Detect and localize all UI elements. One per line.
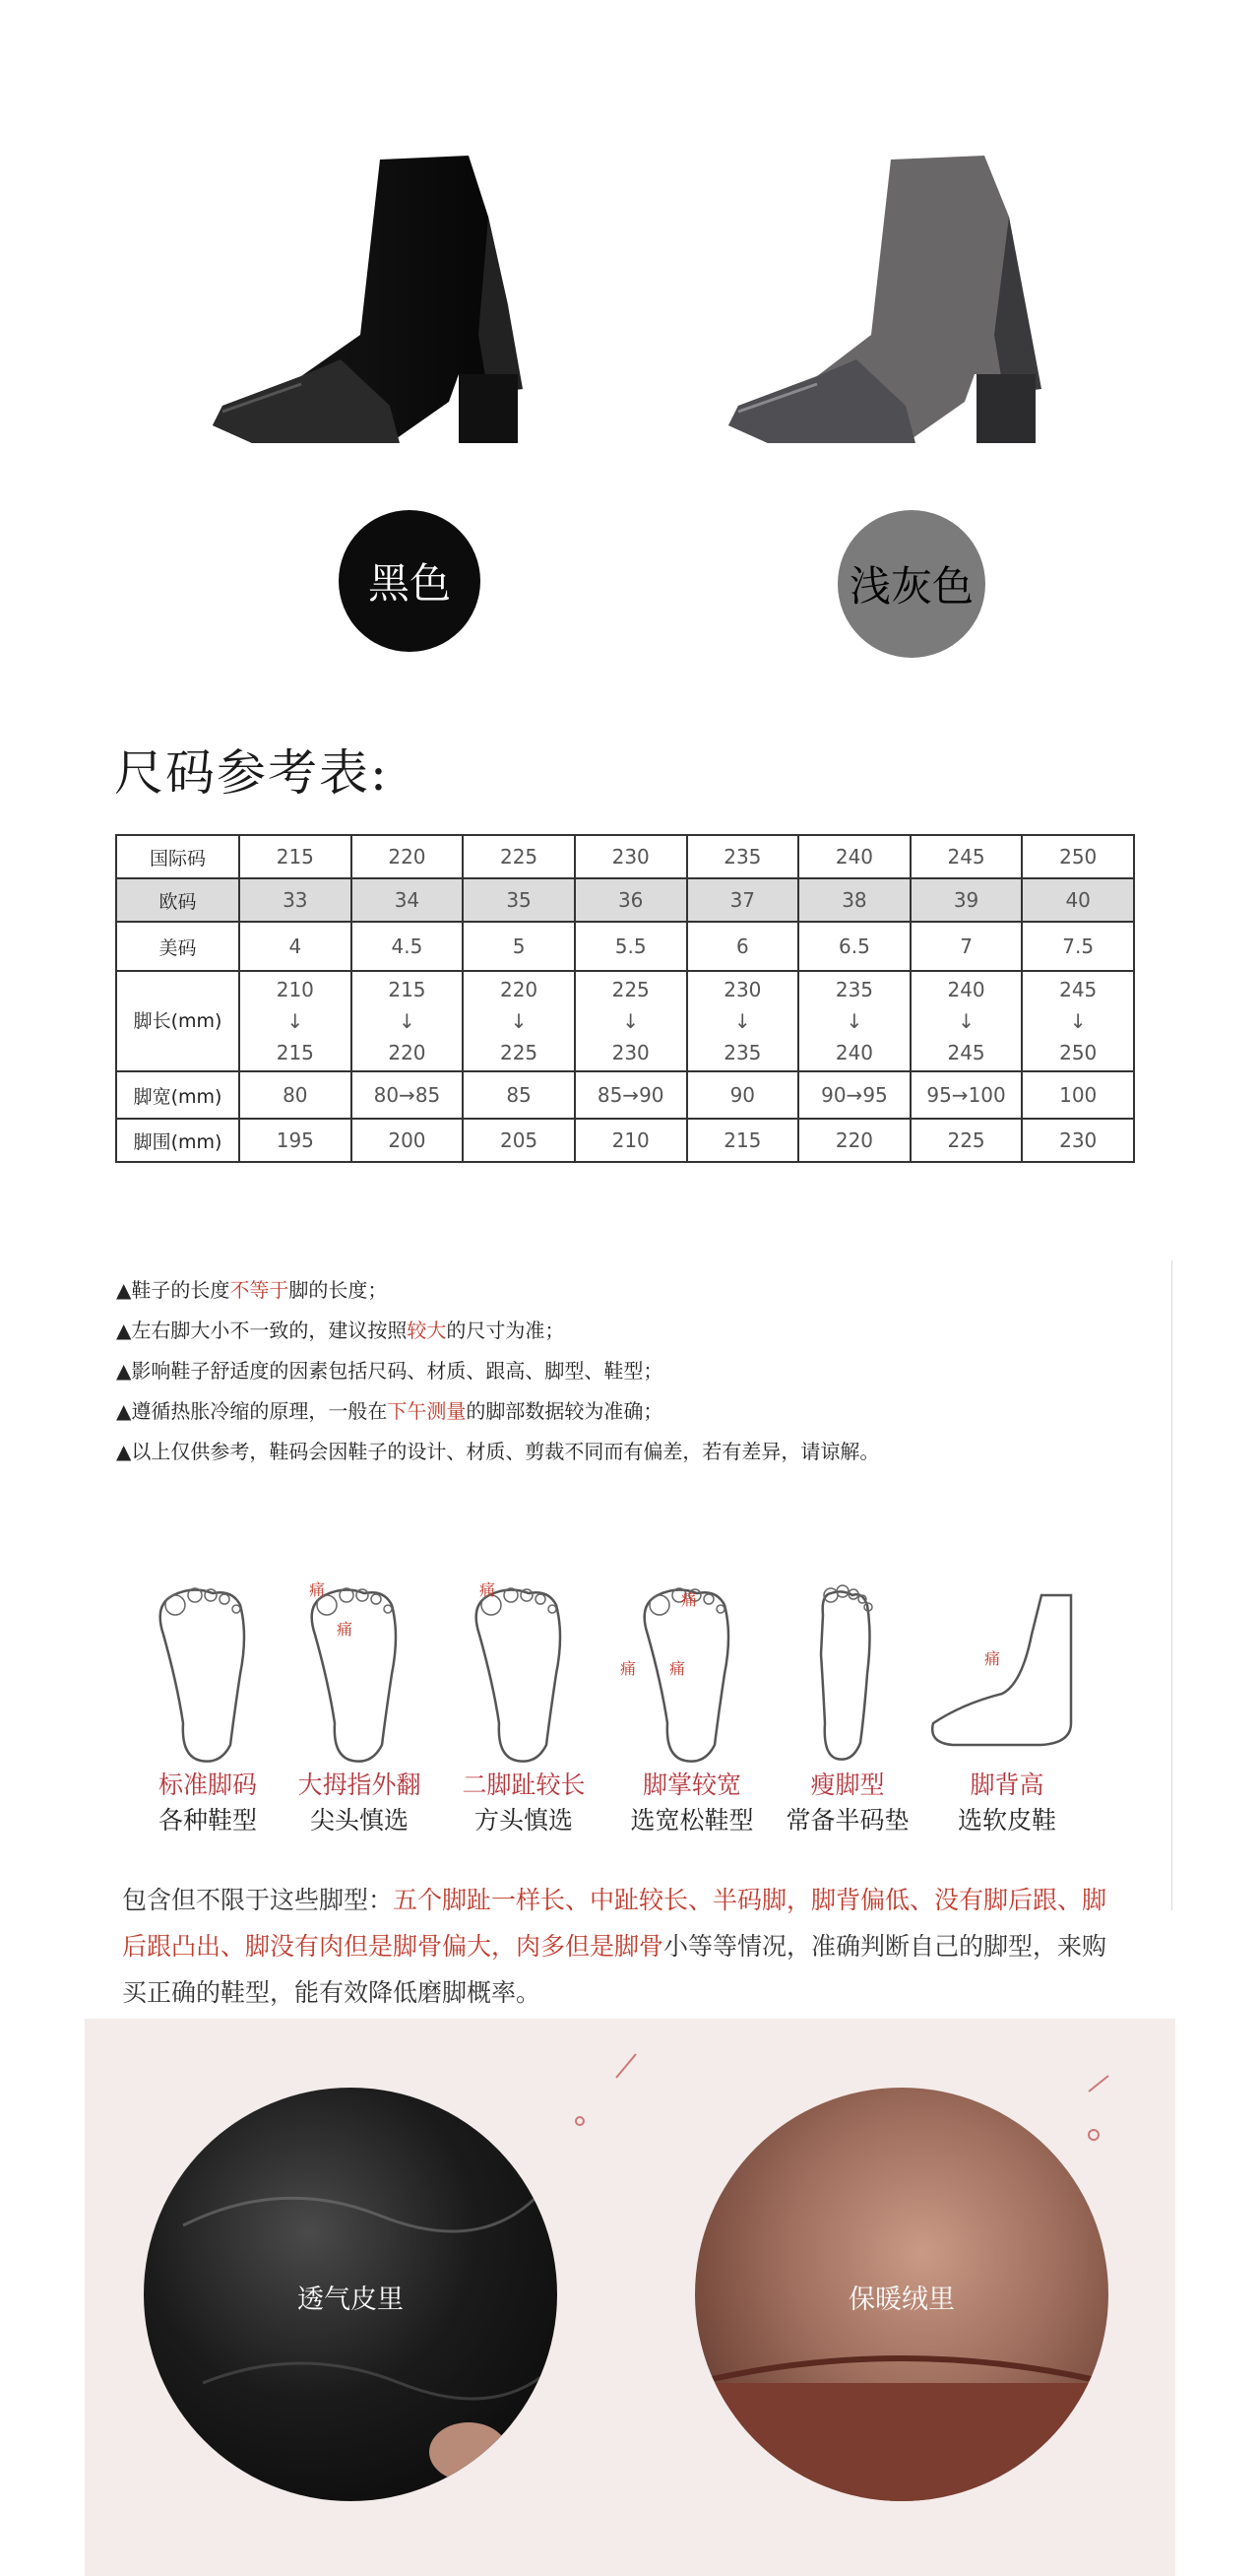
size-cell: 36: [575, 878, 687, 922]
size-cell: 250: [1022, 835, 1134, 878]
pain-mark: 痛: [308, 1580, 326, 1599]
size-notes: [116, 1270, 879, 1472]
size-cell: 230: [1022, 1119, 1134, 1162]
foot-type-title: 标准脚码: [158, 1771, 257, 1799]
size-row: [116, 835, 1134, 878]
size-cell: 230: [575, 835, 687, 878]
foot-outline-icon: [276, 1576, 443, 1763]
size-cell: 34: [351, 878, 464, 922]
foot-outline-icon: [764, 1576, 931, 1763]
size-row-label: 脚围(mm): [116, 1119, 239, 1162]
size-cell: 6.5: [798, 922, 911, 971]
foot-outline-icon: [124, 1576, 291, 1763]
foot-type-caption: [909, 1768, 1105, 1838]
divider: [1171, 1260, 1172, 1910]
size-cell: 7: [911, 922, 1023, 971]
size-cell: 225: [463, 835, 575, 878]
foot-outline-icon: [440, 1576, 607, 1763]
size-cell: 220 ↓ 225: [463, 971, 575, 1071]
foot-type-caption: [425, 1768, 622, 1838]
size-cell: 200: [351, 1119, 464, 1162]
pain-mark: 痛: [983, 1649, 1001, 1668]
size-cell: 37: [687, 878, 799, 922]
size-cell: 240 ↓ 245: [911, 971, 1023, 1071]
size-row: [116, 922, 1134, 971]
lining-section: [85, 2019, 1175, 2576]
size-cell: 5.5: [575, 922, 687, 971]
size-cell: 38: [798, 878, 911, 922]
size-cell: 80→85: [351, 1071, 464, 1119]
note-line: ▲以上仅供参考，鞋码会因鞋子的设计、材质、剪裁不同而有偏差，若有差异，请谅解。: [116, 1440, 880, 1463]
size-cell: 245: [911, 835, 1023, 878]
size-cell: 4: [239, 922, 351, 971]
size-cell: 35: [463, 878, 575, 922]
paragraph-intro: 包含但不限于这些脚型：: [122, 1886, 394, 1914]
foot-type-description: [122, 1877, 1126, 2016]
size-cell: 210 ↓ 215: [239, 971, 351, 1071]
foot-type-title: 二脚趾较长: [462, 1771, 586, 1799]
size-cell: 230 ↓ 235: [687, 971, 799, 1071]
note-line: ▲影响鞋子舒适度的因素包括尺码、材质、跟高、脚型、鞋型；: [116, 1359, 663, 1383]
size-cell: 33: [239, 878, 351, 922]
size-cell: 195: [239, 1119, 351, 1162]
pain-mark: 痛: [668, 1659, 686, 1678]
color-option-label: 浅灰色: [849, 562, 974, 611]
size-cell: 225 ↓ 230: [575, 971, 687, 1071]
foot-type-title: 瘦脚型: [810, 1771, 885, 1799]
size-cell: 215 ↓ 220: [351, 971, 464, 1071]
paragraph-conclusion: 小等等情况，准确判断自己的脚型，来购买正确的鞋型，能有效降低磨脚概率。: [122, 1932, 1107, 2007]
size-cell: 85→90: [575, 1071, 687, 1119]
color-option-light-grey[interactable]: [838, 510, 985, 658]
size-row-label: 脚长(mm): [116, 971, 239, 1071]
fleece-lining-image[interactable]: [695, 2088, 1108, 2501]
pain-mark: 痛: [619, 1659, 637, 1678]
leather-lining-image[interactable]: [144, 2088, 557, 2501]
foot-outline-icon: [923, 1576, 1091, 1763]
size-cell: 95→100: [911, 1071, 1023, 1119]
size-cell: 4.5: [351, 922, 464, 971]
size-row-label: 欧码: [116, 878, 239, 922]
size-cell: 245 ↓ 250: [1022, 971, 1134, 1071]
foot-type-advice: 方头慎选: [473, 1806, 573, 1835]
size-cell: 80: [239, 1071, 351, 1119]
size-cell: 225: [911, 1119, 1023, 1162]
size-cell: 40: [1022, 878, 1134, 922]
size-cell: 39: [911, 878, 1023, 922]
size-cell: 220: [351, 835, 464, 878]
pain-mark: 痛: [478, 1580, 496, 1599]
size-cell: 210: [575, 1119, 687, 1162]
note-line: ▲遵循热胀冷缩的原理，一般在下午测量的脚部数据较为准确；: [116, 1399, 663, 1423]
size-cell: 240: [798, 835, 911, 878]
size-cell: 85: [463, 1071, 575, 1119]
size-row: [116, 971, 1134, 1071]
foot-type-title: 脚背高: [970, 1771, 1044, 1799]
foot-outline-icon: [608, 1576, 776, 1763]
size-cell: 7.5: [1022, 922, 1134, 971]
size-cell: 90→95: [798, 1071, 911, 1119]
grey-boot-image[interactable]: [709, 148, 1063, 443]
size-row: [116, 1119, 1134, 1162]
size-cell: 215: [239, 835, 351, 878]
foot-type-title: 脚掌较宽: [642, 1771, 741, 1799]
pain-mark: 痛: [680, 1590, 698, 1609]
size-cell: 90: [687, 1071, 799, 1119]
paragraph-highlight: 五个脚趾一样长、中趾较长、半码脚，脚背偏低、没有脚后跟、脚后跟凸出、脚没有肉但是脚骨偏大，肉多但是脚骨: [122, 1886, 1107, 1961]
size-chart-title: 尺码参考表:: [114, 744, 389, 802]
size-cell: 5: [463, 922, 575, 971]
lining-label: 保暖绒里: [849, 2285, 955, 2316]
foot-type-advice: 尖头慎选: [309, 1806, 409, 1835]
color-option-black[interactable]: [339, 510, 480, 652]
size-row-label: 脚宽(mm): [116, 1071, 239, 1119]
foot-type-advice: 选软皮鞋: [957, 1806, 1056, 1835]
black-boot-image[interactable]: [193, 148, 547, 443]
foot-type-advice: 各种鞋型: [158, 1806, 257, 1835]
size-cell: 235: [687, 835, 799, 878]
size-row-label: 美码: [116, 922, 239, 971]
size-cell: 235 ↓ 240: [798, 971, 911, 1071]
size-cell: 220: [798, 1119, 911, 1162]
foot-type-advice: 选宽松鞋型: [630, 1806, 754, 1835]
note-line: ▲鞋子的长度不等于脚的长度；: [116, 1278, 388, 1302]
size-row: [116, 878, 1134, 922]
size-cell: 100: [1022, 1071, 1134, 1119]
foot-type-title: 大拇指外翻: [297, 1771, 421, 1799]
color-option-label: 黑色: [367, 559, 451, 608]
size-cell: 205: [463, 1119, 575, 1162]
pain-mark: 痛: [336, 1620, 353, 1639]
size-row-label: 国际码: [116, 835, 239, 878]
size-cell: 215: [687, 1119, 799, 1162]
size-row: [116, 1071, 1134, 1119]
size-chart-table: [115, 834, 1135, 1163]
note-line: ▲左右脚大小不一致的，建议按照较大的尺寸为准；: [116, 1319, 565, 1342]
foot-type-advice: 常备半码垫: [786, 1806, 910, 1835]
lining-label: 透气皮里: [297, 2285, 404, 2316]
size-cell: 6: [687, 922, 799, 971]
